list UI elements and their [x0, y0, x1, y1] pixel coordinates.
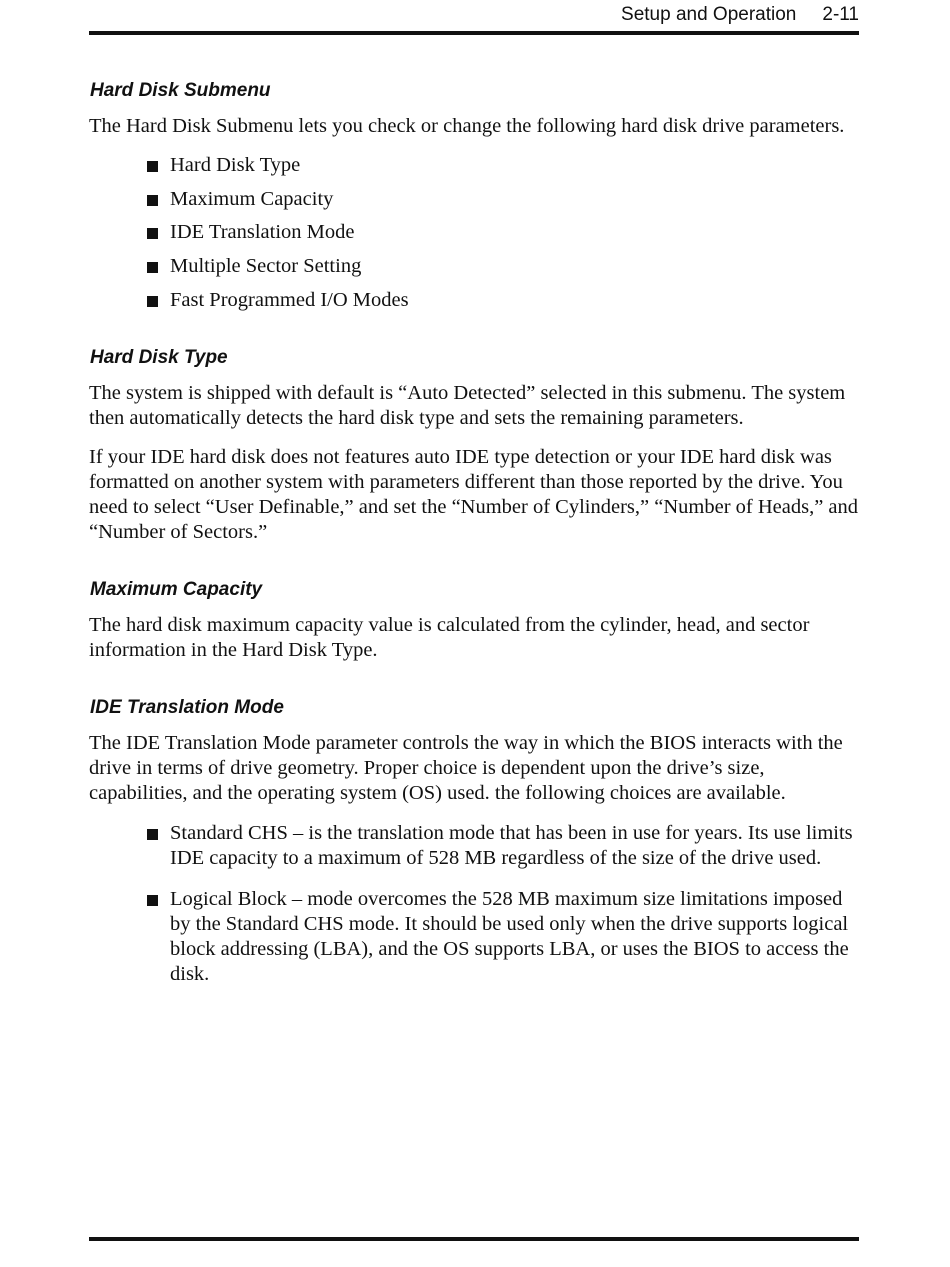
list-item — [89, 887, 856, 987]
paragraph-hard-disk-type-2: If your IDE hard disk does not features auto IDE type detection or your IDE hard disk was formatted on another system with parameters different than those reported by the drive. You need to select “User Definable,” and set the “Number of Cylinders,” “Number of Heads,” and “Number of Sectors.” — [89, 446, 859, 543]
header-section-title: Setup and Operation — [621, 4, 797, 25]
list-item-text: Hard Disk Type — [170, 154, 301, 176]
list-item-text: Multiple Sector Setting — [170, 255, 362, 278]
paragraph-ide-translation-mode: The IDE Translation Mode parameter controls the way in which the BIOS interacts with the drive in terms of drive geometry. Proper choice is dependent upon the drive’s size, capabilities, and the operating system (OS) used. the following choices are available. — [89, 732, 843, 804]
list-item-text: Logical Block – mode overcomes the 528 MB maximum size limitations imposed by the Standard CHS mode. It should be used only when the drive supports logical block addressing (LBA), and the OS supports LBA, or uses the BIOS to access the disk. — [170, 888, 849, 985]
square-bullet-icon — [147, 829, 158, 840]
square-bullet-icon — [147, 895, 158, 906]
list-item-text: Fast Programmed I/O Modes — [170, 288, 409, 311]
list-item-text: Maximum Capacity — [170, 187, 334, 210]
header-page-number: 2-11 — [822, 4, 859, 25]
list-item-text: IDE Translation Mode — [170, 221, 355, 244]
square-bullet-icon — [147, 296, 158, 307]
heading-maximum-capacity: Maximum Capacity — [90, 579, 263, 600]
list-item — [89, 821, 856, 871]
square-bullet-icon — [147, 262, 158, 273]
list-item — [89, 153, 859, 178]
running-header — [621, 2, 859, 28]
heading-hard-disk-type: Hard Disk Type — [90, 347, 228, 368]
hard-disk-parameter-list — [89, 153, 859, 321]
list-item — [89, 187, 859, 212]
paragraph-maximum-capacity: The hard disk maximum capacity value is calculated from the cylinder, head, and sector information in the Hard Disk Type. — [89, 614, 810, 661]
list-item — [89, 288, 859, 313]
paragraph-hard-disk-submenu-intro: The Hard Disk Submenu lets you check or change the following hard disk drive parameters. — [89, 115, 845, 137]
translation-mode-choice-list — [89, 821, 859, 1003]
footer-rule — [89, 1237, 859, 1241]
list-item-text: Standard CHS – is the translation mode that has been in use for years. Its use limits IDE capacity to a maximum of 528 MB regardless of the size of the drive used. — [170, 822, 853, 869]
list-item — [89, 254, 859, 279]
square-bullet-icon — [147, 195, 158, 206]
paragraph-hard-disk-type-1: The system is shipped with default is “Auto Detected” selected in this submenu. The system then automatically detects the hard disk type and sets the remaining parameters. — [89, 382, 846, 429]
square-bullet-icon — [147, 228, 158, 239]
header-rule — [89, 31, 859, 35]
document-page — [89, 0, 859, 1267]
square-bullet-icon — [147, 161, 158, 172]
heading-ide-translation-mode: IDE Translation Mode — [90, 697, 284, 718]
heading-hard-disk-submenu: Hard Disk Submenu — [90, 80, 271, 101]
list-item — [89, 220, 859, 245]
